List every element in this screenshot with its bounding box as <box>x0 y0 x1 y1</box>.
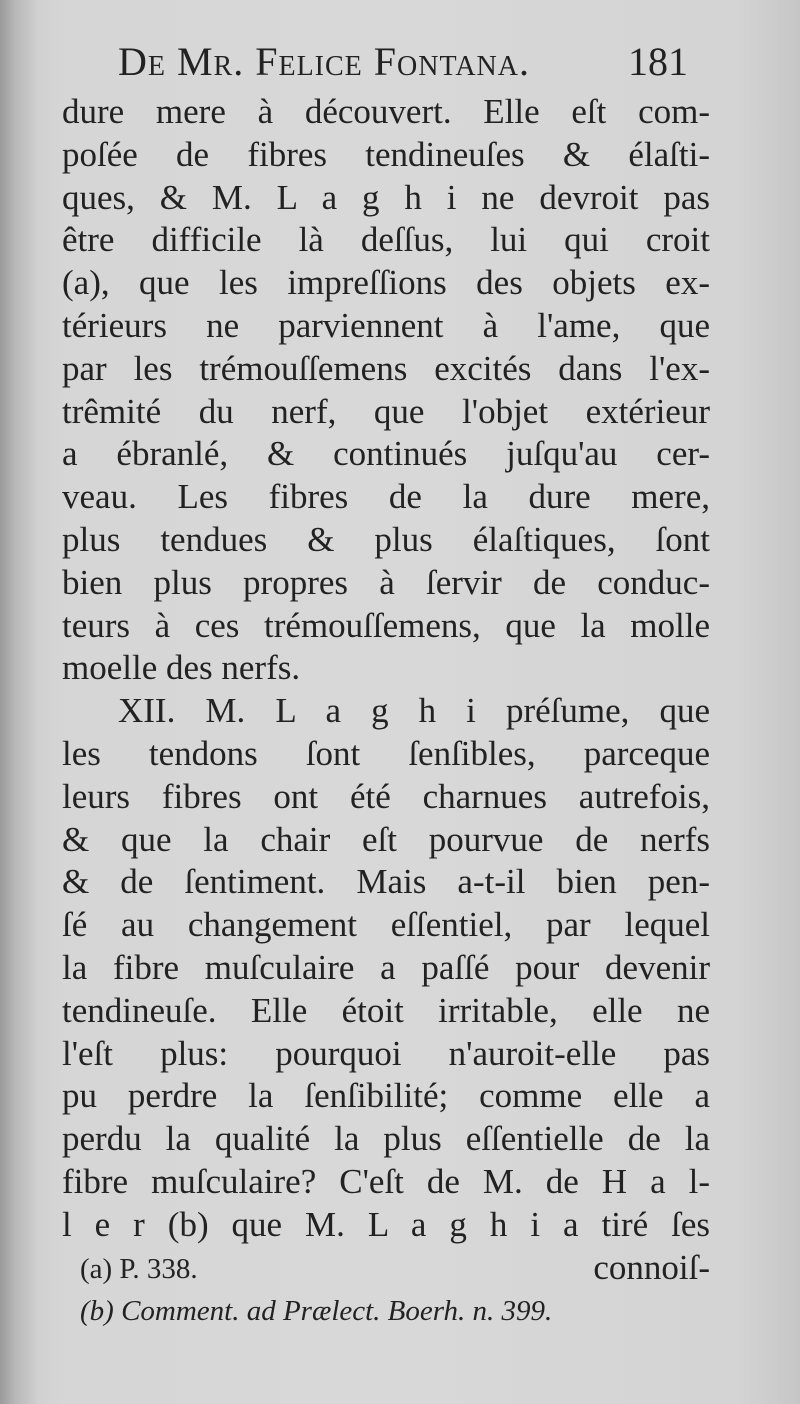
text-line: (a), que les impreſſions des objets ex- <box>62 263 710 303</box>
body-text <box>62 91 710 1289</box>
text-line: trêmité du nerf, que l'objet extérieur <box>62 391 710 431</box>
text-line: & de ſentiment. Mais a-t-il bien pen- <box>62 862 710 902</box>
text-line: les tendons ſont ſenſibles, parceque <box>62 733 710 773</box>
footnote-b: (b) Comment. ad Prælect. Boerh. n. 399. <box>80 1295 553 1327</box>
text-line: l'eſt plus: pourquoi n'auroit-elle pas <box>62 1033 710 1073</box>
text-line: ques, & M. L a g h i ne devroit pas <box>62 177 710 217</box>
text-line: bien plus propres à ſervir de conduc- <box>62 562 710 602</box>
page-number: 181 <box>628 39 688 84</box>
text-line: ſé au changement eſſentiel, par lequel <box>62 905 710 945</box>
text-line: l e r (b) que M. L a g h i a tiré ſes <box>62 1204 710 1244</box>
text-line: par les trémouſſemens excités dans l'ex- <box>62 348 710 388</box>
running-title: De Mr. Felice Fontana. <box>118 39 530 84</box>
text-line: veau. Les fibres de la dure mere, <box>62 477 710 517</box>
text-line: XII. M. L a g h i préſume, que <box>118 691 710 731</box>
footnotes <box>80 1248 700 1332</box>
text-line: a ébranlé, & continués juſqu'au cer- <box>62 434 710 474</box>
text-line: dure mere à découvert. Elle eſt com- <box>62 92 710 131</box>
text-line: la fibre muſculaire a paſſé pour devenir <box>62 947 710 987</box>
text-line: pu perdre la ſenſibilité; comme elle a <box>62 1076 710 1116</box>
catchword: connoiſ- <box>593 1247 710 1287</box>
text-line: leurs fibres ont été charnues autrefois, <box>62 776 710 816</box>
text-line: perdu la qualité la plus eſſentielle de la <box>62 1119 710 1159</box>
footnote-a: (a) P. 338. <box>80 1253 198 1285</box>
text-line: être difficile là deſſus, lui qui croit <box>62 220 710 260</box>
text-line: tendineuſe. Elle étoit irritable, elle ne <box>62 990 710 1030</box>
text-line: moelle des nerfs. <box>62 648 301 688</box>
text-line: poſée de fibres tendineuſes & élaſti- <box>62 134 710 174</box>
text-line: plus tendues & plus élaſtiques, ſont <box>62 519 710 559</box>
text-line: & que la chair eſt pourvue de nerfs <box>62 819 710 859</box>
text-line: teurs à ces trémouſſemens, que la molle <box>62 605 710 645</box>
page-header <box>118 38 688 94</box>
text-line: térieurs ne parviennent à l'ame, que <box>62 305 710 345</box>
text-line: fibre muſculaire? C'eſt de M. de H a l- <box>62 1161 710 1201</box>
page-gutter-shadow <box>0 0 38 1404</box>
